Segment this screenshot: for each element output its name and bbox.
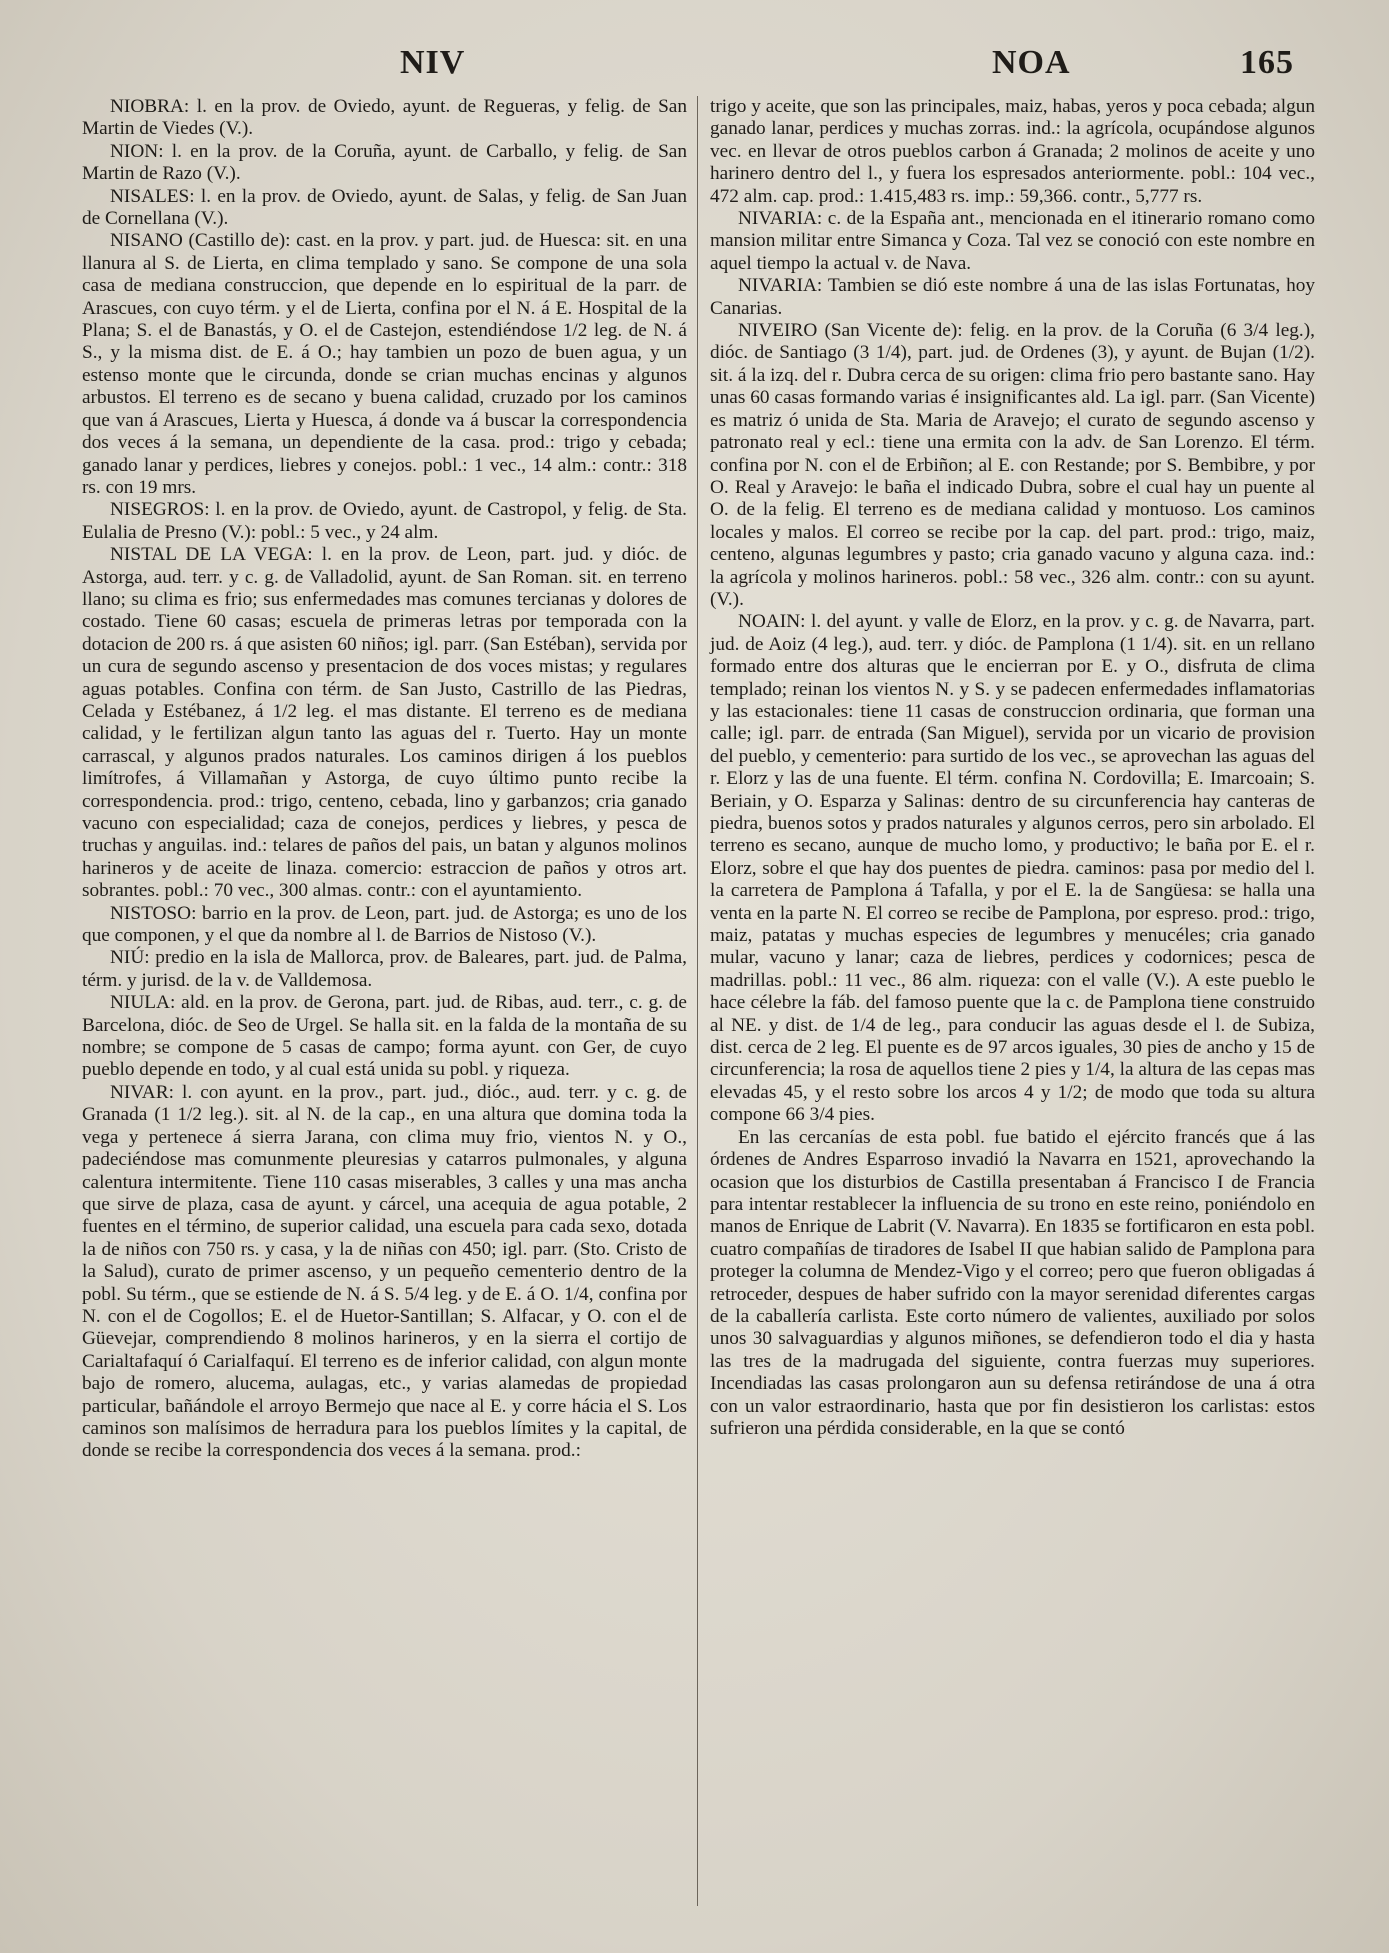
entry-nivaria-2: NIVARIA: Tambien se dió este nombre á una de las islas Fortunatas, hoy Canarias. (710, 275, 1315, 319)
header-right-guide-word: NOA (992, 44, 1071, 81)
column-divider (697, 96, 698, 1906)
entry-nivar-continued: trigo y aceite, que son las principales, maiz, habas, yeros y poca cebada; algun ganado lanar, perdices y muchas zorras. ind.: la agrícola, ocupándose algunos vec. en llevar de otros pueblos carbon á Granada; 2 molinos de aceite y uno harinero dentro del l., y fuera los espresados anteriormente. pobl.: 104 vec., 472 alm. cap. prod.: 1.415,483 rs. imp.: 59,366. contr., 5,777 rs. (710, 96, 1315, 207)
entry-niu: NIÚ: predio en la isla de Mallorca, prov. de Baleares, part. jud. de Palma, térm. y jurisd. de la v. de Valldemosa. (82, 947, 687, 991)
entry-nisales: NISALES: l. en la prov. de Oviedo, ayunt. de Salas, y felig. de San Juan de Cornellana (V.). (82, 185, 687, 230)
right-column (710, 96, 1315, 1440)
entry-nisegros: NISEGROS: l. en la prov. de Oviedo, ayunt. de Castropol, y felig. de Sta. Eulalia de Presno (V.): pobl.: 5 vec., y 24 alm. (82, 499, 687, 543)
page-number: 165 (1240, 44, 1294, 81)
entry-noain-history: En las cercanías de esta pobl. fue batido el ejército francés que á las órdenes de Andres Esparroso invadió la Navarra en 1521, aprovechando la ocasion que los disturbios de Castilla presentaban á Francisco I de Francia para intentar restablecer la influencia de su trono en este reino, poniéndolo en manos de Enrique de Labrit (V. Navarra). En 1835 se fortificaron en esta pobl. cuatro compañías de tiradores de Isabel II que habian salido de Pamplona para proteger la columna de Mendez-Vigo y el correo; pero que fueron obligadas á retroceder, despues de haber sufrido con la mayor serenidad diferentes cargas de la caballería carlista. Este corto número de valientes, auxiliado por solos unos 30 salvaguardias y algunos miñones, se defendieron todo el dia y hasta las tres de la madrugada del siguiente, contra fuerzas muy superiores. Incendiadas las casas prolongaron aun su defensa retirándose de una á otra con un valor estraordinario, hasta que por fin desistieron los carlistas: estos sufrieron una pérdida considerable, en la que se contó (710, 1126, 1315, 1439)
entry-nistal-de-la-vega: NISTAL DE LA VEGA: l. en la prov. de Leon, part. jud. y dióc. de Astorga, aud. terr. y c. g. de Valladolid, ayunt. de San Roman. sit. en terreno llano; su clima es frio; sus enfermedades mas comunes tercianas y dolores de costado. Tiene 60 casas; escuela de primeras letras por temporada con la dotacion de 200 rs. á que asisten 60 niños; igl. parr. (San Estéban), servida por un cura de segundo ascenso y presentacion de dos voces mistas; y regulares aguas potables. Confina con térm. de San Justo, Castrillo de las Piedras, Celada y Estébanez, á 1/2 leg. el mas distante. El terreno es de mediana calidad, y le fertilizan algun tanto las aguas del r. Tuerto. Hay un monte carrascal, y algunos prados naturales. Los caminos dirigen á los pueblos limítrofes, á Villamañan y Astorga, de cuyo último punto recibe la correspondencia. prod.: trigo, centeno, cebada, lino y garbanzos; cria ganado vacuno con especialidad; caza de conejos, perdices y liebres, y pesca de truchas y anguilas. ind.: telares de paños del pais, un batan y algunos molinos harineros y de aceite de linaza. comercio: estraccion de paños y otros art. sobrantes. pobl.: 70 vec., 300 almas. contr.: con el ayuntamiento. (82, 544, 687, 902)
entry-nion: NION: l. en la prov. de la Coruña, ayunt. de Carballo, y felig. de San Martin de Razo (V.). (82, 140, 687, 185)
entry-nisano: NISANO (Castillo de): cast. en la prov. y part. jud. de Huesca: sit. en una llanura al S. de Lierta, en clima templado y sano. Se compone de una sola casa de mediana construccion, que depende en lo espiritual de la parr. de Arascues, con cuyo térm. y el de Lierta, confina por el N. á E. Hospital de la Plana; S. el de Banastás, y O. el de Castejon, estendiéndose 1/2 leg. de N. á S., y la misma dist. de E. á O.; hay tambien un pozo de buen agua, y un estenso monte que le circunda, donde se crian muchas encinas y algunos arbustos. El terreno es de secano y buena calidad, cruzado por los caminos que van á Arascues, Lierta y Huesca, á donde va á buscar la correspondencia dos veces á la semana, un dependiente de la casa. prod.: trigo y cebada; ganado lanar y perdices, liebres y conejos. pobl.: 1 vec., 14 alm.: contr.: 318 rs. con 19 mrs. (82, 230, 687, 498)
entry-nistoso: NISTOSO: barrio en la prov. de Leon, part. jud. de Astorga; es uno de los que componen, y el que da nombre al l. de Barrios de Nistoso (V.). (82, 902, 687, 947)
header-left-guide-word: NIV (400, 44, 466, 81)
page-header (70, 44, 1294, 100)
entry-niobra: NIOBRA: l. en la prov. de Oviedo, ayunt. de Regueras, y felig. de San Martin de Viedes (V.). (82, 96, 687, 140)
entry-nivaria-1: NIVARIA: c. de la España ant., mencionada en el itinerario romano como mansion militar entre Simanca y Coza. Tal vez se conoció con este nombre en aquel tiempo la actual v. de Nava. (710, 208, 1315, 274)
entry-niula: NIULA: ald. en la prov. de Gerona, part. jud. de Ribas, aud. terr., c. g. de Barcelona, dióc. de Seo de Urgel. Se halla sit. en la falda de la montaña de su nombre; se compone de 5 casas de campo; forma ayunt. con Ger, de cuyo pueblo depende en todo, y al cual está unida su pobl. y riqueza. (82, 992, 687, 1081)
entry-nivar: NIVAR: l. con ayunt. en la prov., part. jud., dióc., aud. terr. y c. g. de Granada (1 1/2 leg.). sit. al N. de la cap., en una altura que domina toda la vega y pertenece á sierra Jarana, con clima muy frio, vientos N. y O., padeciéndose mas comunmente pleuresias y catarros pulmonales, y alguna calentura intermitente. Tiene 110 casas miserables, 3 calles y una mas ancha que sirve de plaza, casa de ayunt. y cárcel, una acequia de agua potable, 2 fuentes en el término, de superior calidad, una escuela para cada sexo, dotada la de niños con 750 rs. y casa, y la de niñas con 450; igl. parr. (Sto. Cristo de la Salud), curato de primer ascenso, y un pequeño cementerio dentro de la pobl. Su térm., que se estiende de N. á S. 5/4 leg. y de E. á O. 1/4, confina por N. con el de Cogollos; E. el de Huetor-Santillan; S. Alfacar, y O. con el de Güevejar, comprendiendo 8 molinos harineros, y en la sierra el cortijo de Carialtafaquí ó Carialfaquí. El terreno es de inferior calidad, con algun monte bajo de romero, alucema, aulagas, etc., y varias alamedas de propiedad particular, bañándole el arroyo Bermejo que nace al E. y corre hácia el S. Los caminos son malísimos de herradura para los pueblos límites y la capital, de donde se recibe la correspondencia dos veces á la semana. prod.: (82, 1081, 687, 1462)
entry-noain: NOAIN: l. del ayunt. y valle de Elorz, en la prov. y c. g. de Navarra, part. jud. de Aoiz (4 leg.), aud. terr. y dióc. de Pamplona (1 1/4). sit. en un rellano formado entre dos alturas que le encierran por E. y O., disfruta de clima templado; reinan los vientos N. y S. y se padecen enfermedades inflamatorias y las estacionales: tiene 11 casas de construccion ordinaria, que forman una calle; igl. parr. de entrada (San Miguel), servida por un vicario de provision del pueblo, y cementerio: para surtido de los vec., se aprovechan las aguas del r. Elorz y las de una fuente. El térm. confina N. Cordovilla; E. Imarcoain; S. Beriain, y O. Esparza y Salinas: dentro de su circunferencia hay canteras de piedra, buenos sotos y prados naturales y algunos cerros, pero sin arbolado. El terreno es secano, aunque de mucho lomo, y productivo; le baña por E. el r. Elorz, sobre el que hay dos puentes de piedra. caminos: pasa por medio del l. la carretera de Pamplona á Tafalla, y por el E. la de Sangüesa: se halla una venta en la parte N. El correo se recibe de Pamplona, por espreso. prod.: trigo, maiz, patatas y muchas especies de legumbres y menucéles; cria ganado mular, vacuno y lanar; caza de liebres, perdices y codornices; pesca de madrillas. pobl.: 11 vec., 86 alm. riqueza: con el valle (V.). A este pueblo le hace célebre la fáb. del famoso puente que la c. de Pamplona tiene construido al NE. y dist. de 1/4 de leg., para conducir las aguas desde el l. de Subiza, dist. cerca de 2 leg. El puente es de 97 arcos iguales, 30 pies de ancho y 15 de circunferencia; la rosa de aquellos tiene 2 pies y 1/4, la altura de las cepas mas elevadas 45, y el resto sobre los arcos 4 y 1/2; de modo que toda su altura compone 66 3/4 pies. (710, 611, 1315, 1126)
left-column (82, 96, 687, 1463)
entry-niveiro: NIVEIRO (San Vicente de): felig. en la prov. de la Coruña (6 3/4 leg.), dióc. de Santiago (3 1/4), part. jud. de Ordenes (3), y ayunt. de Bujan (1/2). sit. á la izq. del r. Dubra cerca de su origen: clima frio pero bastante sano. Hay unas 60 casas formando varias é insignificantes ald. La igl. parr. (San Vicente) es matriz ó unida de Sta. Maria de Aravejo; el curato de segundo ascenso y patronato real y ecl.: tiene una ermita con la adv. de San Lorenzo. El térm. confina por N. con el de Erbiñon; al E. con Restande; por S. Bembibre, y por O. Real y Aravejo: le baña el indicado Dubra, sobre el cual hay un puente al O. de la felig. El terreno es de mediana calidad y montuoso. Los caminos locales y malos. El correo se recibe por la cap. del part. prod.: trigo, maiz, centeno, algunas legumbres y pasto; cria ganado vacuno y alguna caza. ind.: la agrícola y molinos harineros. pobl.: 58 vec., 326 alm. contr.: con su ayunt. (V.). (710, 320, 1315, 610)
text-columns (82, 96, 1315, 1913)
